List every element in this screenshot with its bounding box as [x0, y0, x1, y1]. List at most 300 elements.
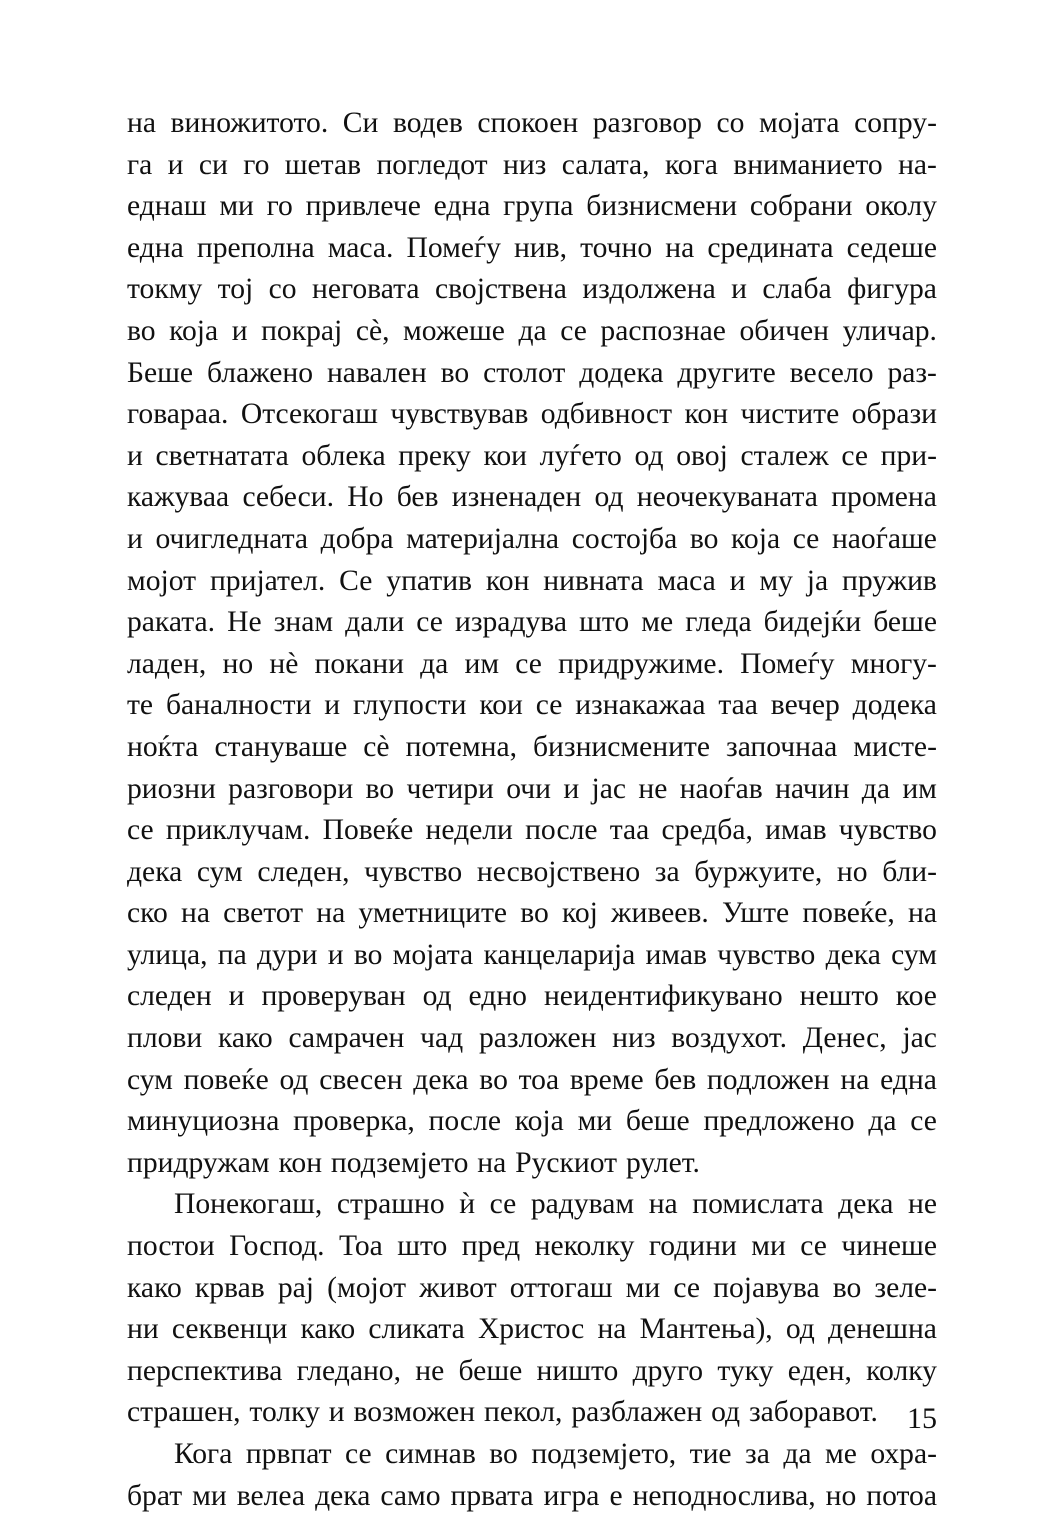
word: Уште: [721, 897, 790, 930]
word: толку: [249, 1396, 320, 1429]
word: неидентификувано: [543, 980, 783, 1013]
word: која: [731, 522, 781, 555]
word: години: [648, 1230, 737, 1263]
text-line: [127, 561, 937, 603]
word: да: [420, 647, 449, 680]
word: и: [228, 980, 245, 1013]
word: се: [560, 314, 587, 347]
page-text-body: [127, 103, 937, 1517]
word: наоѓаше: [831, 522, 937, 555]
word: недели: [425, 814, 513, 847]
word: во: [520, 897, 549, 930]
word: образи: [851, 398, 937, 431]
word: риозни: [127, 772, 216, 805]
text-line: [127, 103, 937, 145]
word: ско: [127, 897, 168, 930]
word: да: [861, 772, 890, 805]
word: заборавот.: [748, 1396, 878, 1429]
word: бидејќи: [763, 606, 862, 639]
word: уметниците: [358, 897, 508, 930]
word: зеле-: [874, 1271, 937, 1304]
word: возможен: [353, 1396, 476, 1429]
word: подложен: [706, 1063, 830, 1096]
text-line: [127, 727, 937, 769]
text-line: [127, 685, 937, 727]
word: вечер: [770, 689, 840, 722]
word: својствена: [435, 273, 567, 306]
word: првпат: [245, 1438, 332, 1470]
word: шетав: [284, 148, 362, 181]
word: покрај: [261, 314, 343, 347]
word: игра: [543, 1479, 600, 1512]
word: нивната: [543, 564, 644, 597]
word: промена: [831, 481, 937, 514]
word: во: [689, 522, 719, 555]
word: и: [324, 689, 341, 722]
text-line: [127, 1309, 937, 1351]
word: четири: [406, 772, 494, 805]
word: јас: [902, 1022, 937, 1055]
word: Рускиот: [515, 1146, 618, 1179]
word: кога: [664, 148, 718, 181]
word: ни: [127, 1313, 159, 1346]
word: самрачен: [288, 1022, 405, 1055]
text-line: [127, 311, 937, 353]
word: воздухот.: [671, 1022, 788, 1055]
word: вниманието: [733, 148, 883, 181]
word: една: [127, 231, 184, 264]
word: навален: [326, 356, 427, 389]
word: следен,: [257, 855, 350, 888]
word: како: [300, 1313, 356, 1346]
word: се: [792, 522, 820, 555]
word: дека: [413, 1063, 469, 1096]
word: велеа: [236, 1479, 306, 1512]
word: добра: [320, 522, 394, 555]
word: Помеѓу: [406, 231, 501, 264]
word: како: [127, 1271, 182, 1304]
word: кои: [479, 689, 523, 722]
word: кои: [483, 439, 527, 472]
word: го: [243, 148, 270, 181]
word: чинеше: [841, 1230, 937, 1263]
word: чувство: [717, 938, 816, 971]
word: облека: [301, 439, 386, 472]
text-line: [127, 1060, 937, 1102]
word: првата: [450, 1479, 534, 1512]
word: свесен: [319, 1063, 403, 1096]
word: да: [783, 1438, 812, 1470]
word: им: [902, 772, 937, 805]
word: ми: [577, 1105, 613, 1138]
word: за: [654, 855, 680, 888]
word: тие: [689, 1438, 732, 1470]
word: придружиме.: [558, 647, 724, 680]
word: имав: [645, 938, 707, 971]
word: маса.: [327, 231, 394, 264]
text-line: [127, 1476, 937, 1517]
word: ми: [192, 1479, 227, 1512]
word: Денес,: [802, 1022, 887, 1055]
word: неподнослива,: [632, 1479, 816, 1512]
word: подземјето,: [531, 1438, 677, 1470]
word: покани: [314, 647, 404, 680]
word: Се: [339, 564, 373, 597]
word: распознае: [600, 314, 726, 347]
word: говараа.: [127, 398, 229, 431]
word: се: [416, 606, 443, 639]
word: дека: [825, 938, 881, 971]
text-line: [127, 976, 937, 1018]
word: следен: [127, 980, 212, 1013]
word: дека: [838, 1188, 894, 1221]
word: што: [579, 606, 630, 639]
word: изненаден: [451, 481, 582, 514]
word: при-: [880, 439, 937, 472]
word: бизнисмени: [586, 190, 738, 223]
word: симнав: [385, 1438, 476, 1470]
word: улица,: [127, 938, 208, 971]
word: и: [563, 772, 580, 805]
word: денешна: [828, 1313, 937, 1346]
word: во: [365, 772, 395, 805]
word: живот: [419, 1271, 497, 1304]
word: која: [514, 1105, 564, 1138]
word: едно: [468, 980, 527, 1013]
word: га: [127, 148, 153, 181]
word: ја: [806, 564, 829, 597]
word: радувам: [530, 1188, 635, 1221]
word: време: [569, 1063, 644, 1096]
word: фигура: [847, 273, 937, 306]
text-line: [127, 1143, 937, 1185]
word: низ: [502, 148, 547, 181]
word: друго: [632, 1354, 704, 1387]
word: другите: [677, 356, 776, 389]
word: предложено: [703, 1105, 855, 1138]
word: кон: [485, 564, 530, 597]
word: во: [127, 314, 156, 347]
word: Не: [227, 606, 262, 639]
word: ништо: [536, 1354, 619, 1387]
word: повеќе: [183, 1063, 269, 1096]
word: се: [345, 1438, 372, 1470]
word: повеќе,: [802, 897, 895, 930]
word: го: [266, 190, 293, 223]
word: ноќта: [127, 730, 199, 763]
word: луѓето: [539, 439, 622, 472]
word: водев: [392, 107, 463, 139]
word: и: [231, 314, 248, 347]
word: и: [167, 148, 184, 181]
word: сум: [127, 1063, 173, 1096]
word: страшен,: [127, 1396, 241, 1429]
text-line: [127, 1184, 937, 1226]
word: колку: [866, 1354, 937, 1387]
word: бев: [654, 1063, 697, 1096]
word: очигледната: [155, 522, 309, 555]
word: со: [716, 107, 745, 139]
word: начин: [775, 772, 850, 805]
word: пружив: [842, 564, 937, 597]
word: пред: [461, 1230, 521, 1263]
word: не: [638, 772, 668, 805]
word: таа: [718, 689, 758, 722]
word: сталеж: [740, 439, 829, 472]
word: оттогаш: [509, 1271, 613, 1304]
word: како: [217, 1022, 273, 1055]
word: материјална: [406, 522, 560, 555]
word: потемна,: [405, 730, 517, 763]
word: плови: [127, 1022, 203, 1055]
word: точно: [580, 231, 653, 264]
word: бев: [396, 481, 439, 514]
word: се: [800, 1230, 827, 1263]
word: Кога: [174, 1438, 233, 1470]
word: додека: [852, 689, 937, 722]
word: и: [327, 938, 344, 971]
word: се: [841, 439, 868, 472]
word: ме: [641, 606, 674, 639]
word: дури: [256, 938, 318, 971]
text-line: [127, 1434, 937, 1476]
word: една: [880, 1063, 937, 1096]
word: рај: [277, 1271, 315, 1304]
word: ѝ: [459, 1188, 476, 1221]
text-line: [127, 852, 937, 894]
word: разложен: [478, 1022, 597, 1055]
word: и: [729, 564, 746, 597]
word: тоа: [518, 1063, 560, 1096]
word: обичен: [739, 314, 830, 347]
word: но: [222, 647, 254, 680]
word: неколку: [534, 1230, 635, 1263]
word: средба,: [661, 814, 753, 847]
word: на: [127, 107, 156, 139]
word: ми: [625, 1271, 661, 1304]
word: кое: [895, 980, 937, 1013]
text-line: [127, 353, 937, 395]
word: на: [908, 897, 937, 930]
word: чувство: [838, 814, 937, 847]
word: од: [594, 481, 624, 514]
word: приклучам.: [165, 814, 311, 847]
word: се: [515, 647, 542, 680]
word: во: [832, 1271, 862, 1304]
word: не: [908, 1188, 937, 1221]
text-line: [127, 893, 937, 935]
word: но: [825, 1479, 857, 1512]
word: на: [477, 1146, 507, 1179]
word: разблажен: [571, 1396, 703, 1429]
word: кажуваа: [127, 481, 230, 514]
word: беше: [625, 1105, 690, 1138]
word: одбивност: [540, 398, 673, 431]
word: Тоа: [338, 1230, 383, 1263]
word: Помеѓу: [740, 647, 835, 680]
word: преку: [398, 439, 471, 472]
word: неочекуваната: [636, 481, 818, 514]
text-line: [127, 935, 937, 977]
word: пријател.: [209, 564, 326, 597]
word: додека: [579, 356, 664, 389]
text-line: [127, 228, 937, 270]
word: е: [609, 1479, 623, 1512]
word: се: [489, 1188, 517, 1221]
word: нив,: [513, 231, 568, 264]
word: наоѓав: [679, 772, 763, 805]
word: живеев.: [611, 897, 709, 930]
word: кој: [561, 897, 598, 930]
text-line: [127, 769, 937, 811]
word: те: [127, 689, 154, 722]
word: се: [673, 1271, 700, 1304]
word: собрани: [749, 190, 853, 223]
word: салата,: [561, 148, 650, 181]
word: ме: [824, 1438, 857, 1470]
word: издолжена: [582, 273, 716, 306]
word: секвенци: [171, 1313, 288, 1346]
word: таа: [609, 814, 650, 847]
word: јас: [591, 772, 627, 805]
word: се: [535, 689, 563, 722]
word: група: [503, 190, 574, 223]
word: сум: [891, 938, 937, 971]
word: буржуите,: [694, 855, 823, 888]
word: еден,: [787, 1354, 852, 1387]
word: многу-: [850, 647, 937, 680]
word: беше: [873, 606, 937, 639]
word: мојот: [127, 564, 197, 597]
word: на: [180, 897, 210, 930]
word: да: [518, 314, 547, 347]
word: на: [840, 1063, 870, 1096]
text-line: [127, 145, 937, 187]
text-line: [127, 186, 937, 228]
word: баналности: [165, 689, 312, 722]
word: чувство: [364, 855, 463, 888]
word: глупости: [352, 689, 467, 722]
word: од: [422, 980, 452, 1013]
word: се: [910, 1105, 937, 1138]
word: ладен,: [127, 647, 207, 680]
text-line: [127, 602, 937, 644]
word: се: [127, 814, 154, 847]
word: само: [380, 1479, 441, 1512]
text-line: [127, 1226, 937, 1268]
word: блажено: [206, 356, 314, 389]
page-number: 15: [907, 1402, 937, 1435]
word: светот: [223, 897, 304, 930]
word: слаба: [762, 273, 832, 306]
word: во: [440, 356, 470, 389]
word: уличар.: [842, 314, 937, 347]
word: бизнисмените: [533, 730, 710, 763]
word: придружам: [127, 1146, 270, 1179]
word: и: [328, 1396, 345, 1429]
word: во: [353, 938, 383, 971]
word: околу: [865, 190, 937, 223]
word: во: [489, 1438, 518, 1470]
text-line: [127, 810, 937, 852]
word: чад: [420, 1022, 464, 1055]
word: чистите: [740, 398, 840, 431]
word: сè,: [355, 314, 390, 347]
text-line: [127, 477, 937, 519]
word: страшно: [336, 1188, 445, 1221]
word: беше: [458, 1354, 523, 1387]
word: и: [127, 522, 143, 555]
word: несвојствено: [476, 855, 641, 888]
word: туку: [717, 1354, 774, 1387]
word: знам: [273, 606, 334, 639]
word: Си: [342, 107, 379, 139]
word: минуциозна: [127, 1105, 280, 1138]
word: раката.: [127, 606, 216, 639]
word: охра-: [870, 1438, 937, 1470]
word: подземјето: [330, 1146, 469, 1179]
word: ми: [219, 190, 254, 223]
text-line: [127, 1351, 937, 1393]
word: сè: [363, 730, 390, 763]
word: токму: [127, 273, 203, 306]
word: раз-: [887, 356, 937, 389]
word: весело: [789, 356, 874, 389]
word: им: [464, 647, 500, 680]
word: сликата: [368, 1313, 465, 1346]
text-line: [127, 436, 937, 478]
word: да: [868, 1105, 897, 1138]
word: погледот: [376, 148, 488, 181]
word: разговори: [228, 772, 354, 805]
word: пекол,: [484, 1396, 563, 1429]
text-line: [127, 269, 937, 311]
word: израдува: [454, 606, 568, 639]
word: ми: [751, 1230, 786, 1263]
word: не: [415, 1354, 445, 1387]
word: неговата: [312, 273, 420, 306]
word: Мантења),: [639, 1313, 773, 1346]
word: во: [479, 1063, 508, 1096]
word: Господ.: [229, 1230, 325, 1263]
word: постои: [127, 1230, 215, 1263]
word: за: [745, 1438, 770, 1470]
word: со: [268, 273, 297, 306]
word: на: [316, 897, 346, 930]
text-line: [127, 1018, 937, 1060]
word: една: [433, 190, 491, 223]
word: дека: [127, 855, 183, 888]
word: Христос: [477, 1313, 585, 1346]
word: сум: [196, 855, 243, 888]
word: сопру-: [854, 107, 937, 139]
word: очи: [506, 772, 551, 805]
word: но: [836, 855, 868, 888]
word: спокоен: [477, 107, 579, 139]
word: проверка,: [293, 1105, 415, 1138]
word: од: [279, 1063, 309, 1096]
word: средината: [707, 231, 834, 264]
word: и: [127, 439, 143, 472]
word: дека: [315, 1479, 371, 1512]
word: која: [169, 314, 219, 347]
word: нешто: [799, 980, 879, 1013]
word: Беше: [127, 356, 194, 389]
word: мисте-: [853, 730, 937, 763]
word: гледано,: [296, 1354, 401, 1387]
word: му: [759, 564, 793, 597]
word: дали: [345, 606, 405, 639]
